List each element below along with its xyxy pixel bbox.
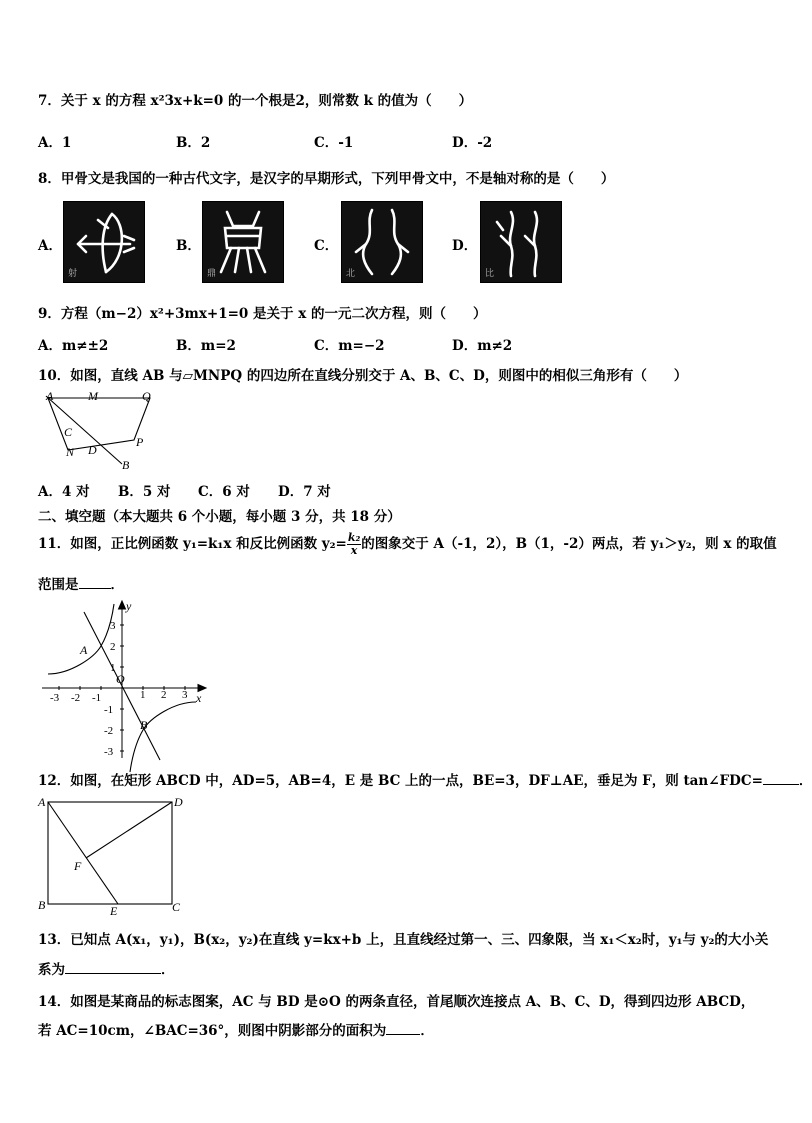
q9-option-c: C．m=−2 [314, 338, 385, 354]
q11-line2-text: 范围是 [38, 577, 79, 593]
q11-y-tick-neg3: -3 [104, 746, 114, 758]
q8-option-b-label: B． [176, 238, 201, 254]
q13-line2-end: ． [161, 962, 175, 978]
q9-option-a: A．m≠±2 [38, 338, 109, 354]
q10-option-a: A．4 对 [38, 484, 90, 500]
q8-option-d-caption: 比 [485, 269, 495, 279]
q8-option-b-caption: 鼎 [207, 269, 217, 279]
q9-option-d: D．m≠2 [452, 338, 513, 354]
q10-label-n: N [66, 445, 75, 459]
oracle-glyph-bi-image [480, 201, 562, 283]
q10-label-a: A [46, 389, 54, 403]
q11-y-tick-3: 3 [110, 620, 116, 632]
q9-stem: 9．方程（m−2）x²+3mx+1=0 是关于 x 的一元二次方程，则（ ） [38, 306, 487, 322]
q12-stem-end: ． [798, 773, 812, 789]
oracle-glyph-bei-image [341, 201, 423, 283]
q14-line1: 14．如图是某商品的标志图案，AC 与 BD 是⊙O 的两条直径，首尾顺次连接点 A、B、C、D，得到四边形 ABCD， [38, 994, 755, 1010]
q10-option-b: B．5 对 [118, 484, 171, 500]
q11-y-tick-neg2: -2 [104, 725, 114, 737]
q13-line1: 13．已知点 A(x₁，y₁)，B(x₂，y₂)在直线 y=kx+b 上，且直线经过第一、三、四象限，当 x₁＜x₂时，y₁与 y₂的大小关 [38, 932, 769, 948]
oracle-glyph-she-image [63, 201, 145, 283]
q9-option-b: B．m=2 [176, 338, 236, 354]
q10-label-m: M [88, 389, 98, 403]
section-2-heading: 二、填空题（本大题共 6 个小题，每小题 3 分，共 18 分） [38, 509, 401, 525]
q11-stem-before: 11．如图，正比例函数 y₁=k₁x 和反比例函数 y₂= [38, 536, 347, 552]
q11-line2-end: ． [110, 577, 124, 593]
q8-option-c-label: C． [314, 238, 339, 254]
q8-option-d-label: D． [452, 238, 478, 254]
q14-answer-blank [386, 1021, 420, 1035]
q11-y-axis-label: y [126, 599, 132, 613]
q11-fraction [347, 532, 361, 557]
q8-stem: 8．甲骨文是我国的一种古代文字，是汉字的早期形式，下列甲骨文中，不是轴对称的是（ ） [38, 171, 615, 187]
q11-x-tick-neg2: -2 [71, 692, 81, 704]
q7-stem: 7．关于 x 的方程 x²3x+k=0 的一个根是2，则常数 k 的值为（ ） [38, 93, 473, 109]
q12-answer-blank [763, 771, 799, 785]
q11-fraction-numerator: k₂ [347, 531, 361, 544]
q7-option-a: A．1 [38, 135, 72, 151]
q11-y-tick-neg1: -1 [104, 704, 114, 716]
q12-label-f: F [74, 859, 82, 873]
q11-function-graph [40, 598, 210, 762]
q10-label-q: Q [142, 389, 151, 403]
q11-stem-after: 的图象交于 A（-1，2），B（1，-2）两点，若 y₁＞y₂，则 x 的取值 [361, 536, 777, 552]
q10-option-d: D．7 对 [278, 484, 331, 500]
q8-option-a-caption: 射 [68, 269, 78, 279]
q13-line2-text: 系为 [38, 962, 65, 978]
q12-label-d: D [174, 795, 183, 809]
q12-stem-text: 12．如图，在矩形 ABCD 中，AD=5，AB=4，E 是 BC 上的一点，BE=3，DF⊥AE，垂足为 F，则 tan∠FDC= [38, 773, 763, 789]
q7-option-c: C．-1 [314, 135, 354, 151]
q14-line2 [38, 1019, 434, 1039]
q10-option-c: C．6 对 [198, 484, 250, 500]
q8-option-c-caption: 北 [346, 269, 356, 279]
q7-option-d: D．-2 [452, 135, 493, 151]
q11-line2 [38, 573, 124, 593]
q12-label-c: C [172, 900, 181, 914]
q11-x-tick-1: 1 [140, 689, 146, 701]
q10-label-b: B [122, 458, 130, 472]
q11-x-tick-2: 2 [161, 689, 167, 701]
q11-x-tick-3: 3 [182, 689, 188, 701]
q12-label-a: A [38, 795, 46, 809]
q11-x-tick-neg3: -3 [50, 692, 60, 704]
q11-answer-blank [79, 575, 111, 589]
q11-x-axis-label: x [196, 691, 202, 705]
q11-y-tick-2: 2 [110, 641, 116, 653]
q14-line2-end: ． [420, 1023, 434, 1039]
q8-option-a-label: A． [38, 238, 62, 254]
q11-point-b-label: B [140, 718, 148, 732]
q11-point-a-label: A [80, 643, 88, 657]
q10-parallelogram-figure [40, 386, 160, 474]
q13-line2 [38, 958, 175, 978]
oracle-glyph-ding-image [202, 201, 284, 283]
q11-origin-label: O [116, 672, 125, 686]
q12-label-e: E [110, 904, 118, 918]
q11-fraction-denominator: x [350, 544, 358, 557]
q10-label-c: C [64, 425, 73, 439]
q11-y-tick-1: 1 [110, 662, 116, 674]
q12-label-b: B [38, 898, 46, 912]
q12-stem [38, 769, 812, 789]
q13-answer-blank [65, 960, 161, 974]
q10-stem: 10．如图，直线 AB 与▱MNPQ 的四边所在直线分别交于 A、B、C、D，则图中的相似三角形有（ ） [38, 368, 688, 384]
q14-line2-text: 若 AC=10cm，∠BAC=36°，则图中阴影部分的面积为 [38, 1023, 387, 1039]
q10-label-p: P [136, 435, 144, 449]
q10-label-d: D [88, 443, 97, 457]
q11-x-tick-neg1: -1 [92, 692, 102, 704]
q7-option-b: B．2 [176, 135, 211, 151]
q12-rectangle-figure [36, 792, 186, 918]
q11-stem [38, 528, 777, 560]
